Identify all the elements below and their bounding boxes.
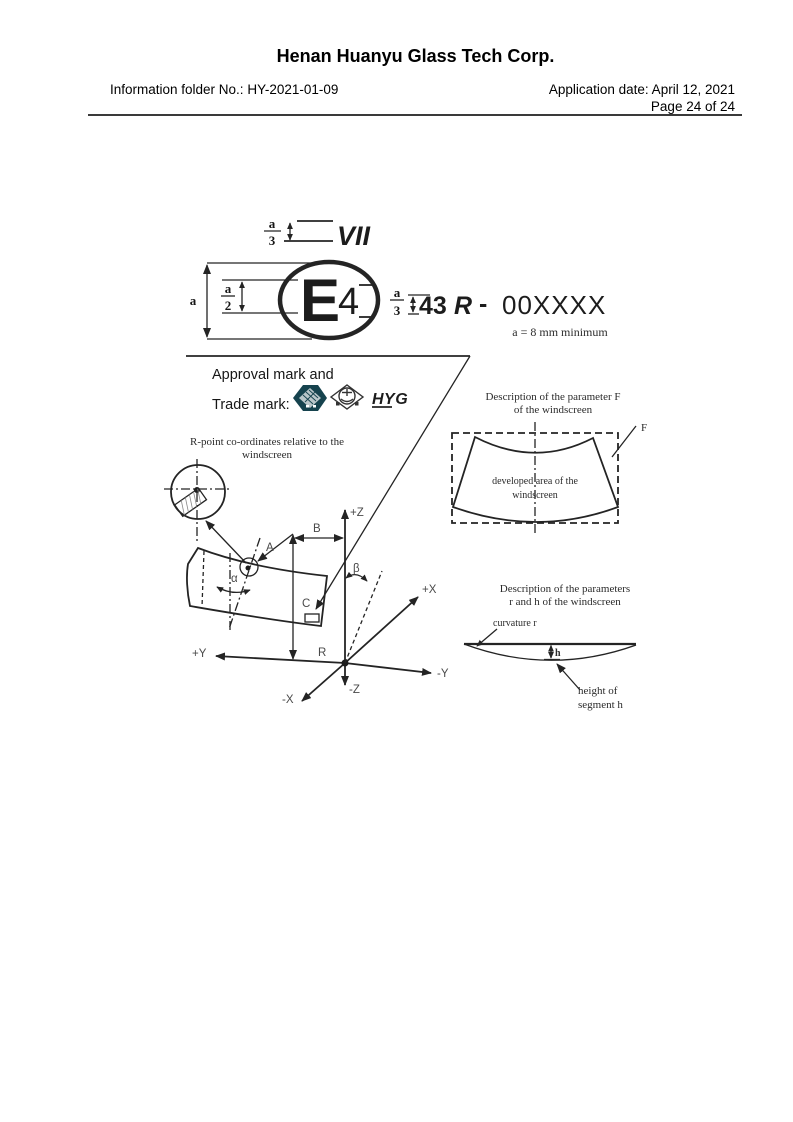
param-rh-caption-line2: r and h of the windscreen (509, 596, 621, 608)
callout-leader (186, 356, 470, 609)
trademark-block (212, 367, 408, 413)
company-title: Henan Huanyu Glass Tech Corp. (276, 46, 555, 66)
beta-angle-arc (346, 575, 367, 581)
e-approval-mark (190, 262, 378, 339)
fraction-a-numerator: a (268, 216, 276, 231)
regulation-mark (390, 285, 608, 339)
height-label-line1: height of (578, 685, 618, 697)
param-f-caption-line1: Description of the parameter F (485, 391, 621, 403)
beta-label: β (353, 563, 360, 575)
point-b-label: B (313, 523, 321, 535)
e-letter: E (300, 267, 341, 334)
regulation-number: 43 (419, 292, 447, 320)
windscreen-hidden-edge (202, 551, 204, 607)
r-point-caption-line2: windscreen (241, 449, 293, 461)
axis-plus-x (345, 597, 418, 663)
roman-numeral-vii: VII (337, 221, 371, 251)
page-number: Page 24 of 24 (650, 99, 735, 114)
point-r-label: R (318, 647, 327, 659)
hyg-logo (372, 391, 408, 408)
axis-minus-y (345, 663, 431, 673)
height-label-line2: segment h (578, 699, 623, 711)
huanyu-diamond-logo (293, 385, 327, 411)
axis-minus-x (302, 663, 345, 701)
plus-y-label: +Y (192, 648, 207, 660)
fraction-a3-denominator: 3 (393, 303, 401, 318)
param-rh-caption-line1: Description of the parameters (499, 583, 631, 595)
r-point-detail (164, 436, 344, 563)
windscreen-arc (464, 644, 636, 660)
alpha-label: α (231, 573, 238, 585)
fraction-a2-denominator: 2 (224, 298, 232, 313)
curvature-label: curvature r (493, 618, 537, 629)
f-leader-line (612, 426, 636, 457)
minus-z-label: -Z (349, 684, 360, 696)
plus-z-label: +Z (350, 507, 364, 519)
fraction-a3-numerator: a (393, 285, 401, 300)
point-a-label: A (266, 542, 274, 554)
glazing-group-mark (264, 216, 371, 251)
beta-projection-line (345, 571, 382, 663)
dimension-a-label: a (189, 293, 197, 308)
application-date: Application date: April 12, 2021 (548, 82, 735, 97)
hatched-rectangle (175, 488, 207, 516)
approval-number: 00XXXX (502, 290, 607, 320)
point-a-arrow (258, 534, 293, 561)
hyg-logo-text: HYG (372, 391, 409, 408)
approval-mark-location-rect (305, 614, 319, 622)
diamond-circle-logo (331, 385, 363, 409)
developed-area-label-line2: windscreen (512, 490, 558, 501)
minus-x-label: -X (282, 694, 294, 706)
param-f-caption-line2: of the windscreen (513, 404, 593, 416)
parameters-r-h-diagram (464, 583, 636, 711)
info-folder-number: Information folder No.: HY-2021-01-09 (110, 82, 339, 97)
minimum-size-note: a = 8 mm minimum (512, 325, 608, 339)
country-code: 4 (338, 281, 360, 323)
fraction-a2-numerator: a (224, 281, 232, 296)
h-label: h (555, 648, 561, 659)
approval-mark-caption: Approval mark and (212, 367, 334, 383)
fraction-3-denominator: 3 (268, 233, 276, 248)
r-point-caption-line1: R-point co-ordinates relative to the (190, 436, 344, 448)
point-c-label: C (302, 598, 311, 610)
f-label: F (641, 422, 648, 434)
alpha-angle-arc (217, 587, 250, 592)
regulation-r: R (454, 292, 473, 320)
minus-y-label: -Y (437, 668, 449, 680)
parameter-f-diagram (452, 391, 647, 535)
trade-mark-caption: Trade mark: (212, 397, 290, 413)
plus-x-label: +X (422, 584, 437, 596)
regulation-dash: - (479, 290, 488, 318)
developed-area-label-line1: developed area of the (492, 476, 578, 487)
segment-height-arrow (557, 664, 580, 690)
